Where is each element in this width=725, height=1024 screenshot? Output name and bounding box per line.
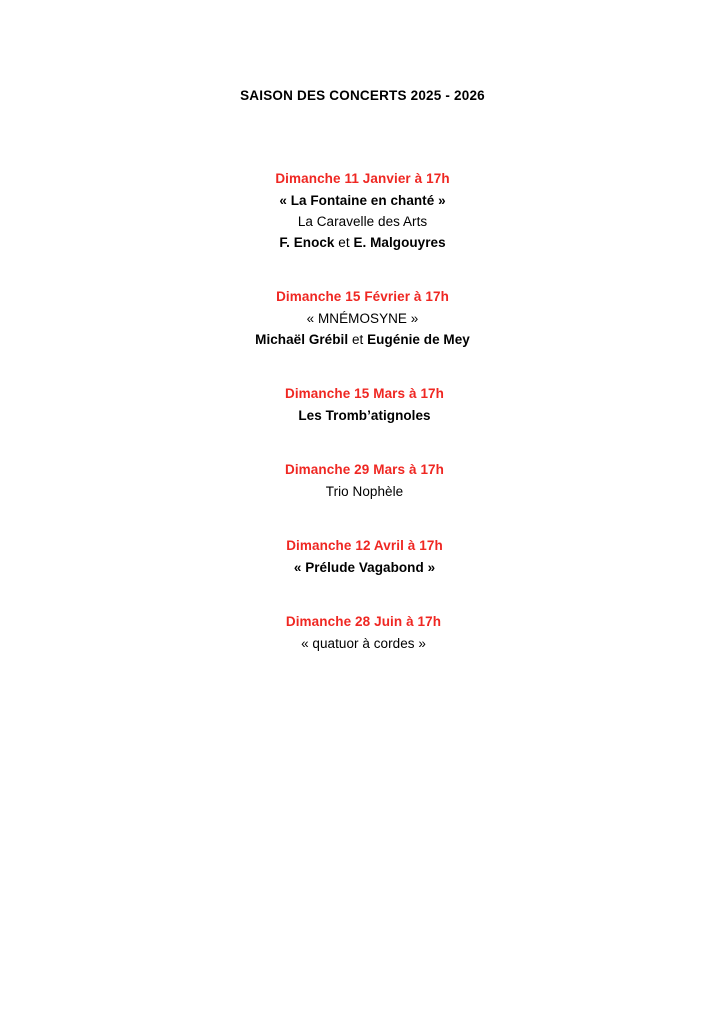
concert-date: Dimanche 12 Avril à 17h [286, 538, 443, 553]
performer-conjunction: et [348, 332, 368, 347]
concert-date: Dimanche 28 Juin à 17h [285, 614, 442, 629]
performer-name-1: Michaël Grébil [255, 332, 349, 347]
concert-ensemble: Les Tromb’atignoles [298, 408, 431, 423]
concert-program-title: « quatuor à cordes » [301, 636, 426, 651]
list-item [0, 535, 725, 578]
list-item [0, 611, 725, 654]
concert-performers [0, 329, 725, 350]
list-item [0, 286, 725, 350]
concert-date: Dimanche 11 Janvier à 17h [275, 171, 450, 186]
list-item [0, 383, 725, 426]
performer-name-2: Eugénie de Mey [367, 332, 470, 347]
concert-program-title: « Prélude Vagabond » [293, 560, 436, 575]
concert-date: Dimanche 15 Février à 17h [276, 289, 449, 304]
page-title: SAISON DES CONCERTS 2025 - 2026 [240, 88, 485, 103]
concert-list [0, 168, 725, 654]
performer-name-2: E. Malgouyres [353, 235, 446, 250]
concert-date: Dimanche 15 Mars à 17h [284, 386, 445, 401]
concert-date: Dimanche 29 Mars à 17h [284, 462, 445, 477]
performer-conjunction: et [334, 235, 354, 250]
list-item [0, 459, 725, 502]
concert-ensemble: La Caravelle des Arts [297, 214, 428, 229]
concert-ensemble: Trio Nophèle [325, 484, 404, 499]
performer-name-1: F. Enock [279, 235, 335, 250]
concert-program-title: « MNÉMOSYNE » [306, 311, 419, 326]
concert-performers [0, 232, 725, 253]
concert-program-title: « La Fontaine en chanté » [279, 193, 446, 208]
list-item [0, 168, 725, 253]
